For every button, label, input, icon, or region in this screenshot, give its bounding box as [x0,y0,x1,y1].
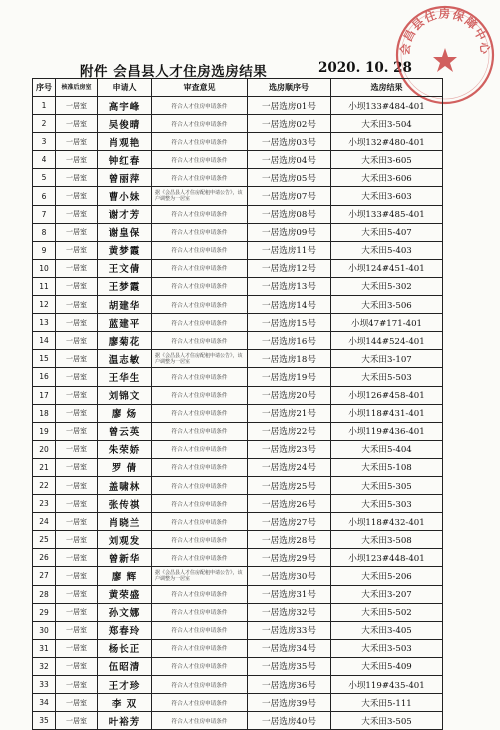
row-review-opinion: 符合人才住房申请条件 [152,314,248,332]
row-selection-result: 大禾田3-107 [331,350,443,368]
row-applicant-name: 孙文娜 [98,603,152,621]
table-row [33,115,443,133]
table-body [33,97,443,730]
table-row [33,495,443,513]
row-applicant-name: 李 双 [98,694,152,712]
row-review-opinion: 符合人才住房申请条件 [152,332,248,350]
row-applicant-name: 温志敏 [98,350,152,368]
row-room-type: 一居室 [56,115,98,133]
row-selection-order: 一居选房11号 [248,241,331,259]
row-index: 19 [33,422,56,440]
document-title: 附件 会昌县人才住房选房结果 [80,64,268,80]
row-applicant-name: 肖晓兰 [98,513,152,531]
table-row [33,205,443,223]
table-header-row [33,79,443,97]
document-date: 2020. 10. 28 [318,60,412,76]
row-selection-result: 小坝118#431-401 [331,404,443,422]
table-row [33,513,443,531]
row-room-type: 一居室 [56,133,98,151]
row-review-opinion: 符合人才住房申请条件 [152,694,248,712]
row-selection-result: 小坝47#171-401 [331,314,443,332]
row-index: 21 [33,458,56,476]
col-header-room-type: 核准后房室 [56,79,98,97]
row-selection-order: 一居选房12号 [248,259,331,277]
table-row [33,386,443,404]
row-review-opinion: 符合人才住房申请条件 [152,422,248,440]
row-room-type: 一居室 [56,495,98,513]
row-review-opinion: 符合人才住房申请条件 [152,97,248,115]
row-selection-order: 一居选房14号 [248,296,331,314]
table-row [33,549,443,567]
row-selection-result: 大禾田5-206 [331,567,443,585]
row-review-opinion: 符合人才住房申请条件 [152,241,248,259]
row-index: 32 [33,657,56,675]
row-room-type: 一居室 [56,368,98,386]
row-applicant-name: 蓝建平 [98,314,152,332]
table-row [33,585,443,603]
row-selection-order: 一居选房30号 [248,567,331,585]
row-selection-order: 一居选房28号 [248,531,331,549]
row-room-type: 一居室 [56,350,98,368]
row-index: 30 [33,621,56,639]
row-selection-order: 一居选房20号 [248,386,331,404]
row-selection-result: 大禾田3-505 [331,712,443,730]
table-row [33,296,443,314]
row-selection-order: 一居选房08号 [248,205,331,223]
row-applicant-name: 罗 倩 [98,458,152,476]
row-room-type: 一居室 [56,332,98,350]
row-review-opinion: 符合人才住房申请条件 [152,223,248,241]
row-applicant-name: 郑春玲 [98,621,152,639]
table-row [33,621,443,639]
row-applicant-name: 盖啸林 [98,476,152,494]
row-applicant-name: 刘锦文 [98,386,152,404]
row-selection-order: 一居选房40号 [248,712,331,730]
col-header-index: 序号 [33,79,56,97]
row-selection-order: 一居选房07号 [248,187,331,205]
row-selection-order: 一居选房19号 [248,368,331,386]
row-selection-order: 一居选房24号 [248,458,331,476]
row-review-opinion: 符合人才住房申请条件 [152,585,248,603]
row-selection-result: 大禾田3-503 [331,639,443,657]
row-applicant-name: 谢皇保 [98,223,152,241]
row-review-opinion: 符合人才住房申请条件 [152,621,248,639]
row-selection-result: 小坝124#451-401 [331,259,443,277]
table-row [33,350,443,368]
row-applicant-name: 曾新华 [98,549,152,567]
row-index: 13 [33,314,56,332]
row-room-type: 一居室 [56,694,98,712]
row-review-opinion: 符合人才住房申请条件 [152,296,248,314]
row-selection-order: 一居选房22号 [248,422,331,440]
row-review-opinion: 符合人才住房申请条件 [152,133,248,151]
row-review-opinion: 符合人才住房申请条件 [152,513,248,531]
row-room-type: 一居室 [56,187,98,205]
table-row [33,277,443,295]
row-applicant-name: 谢才芳 [98,205,152,223]
row-selection-result: 小坝126#458-401 [331,386,443,404]
row-applicant-name: 王华生 [98,368,152,386]
row-selection-order: 一居选房21号 [248,404,331,422]
row-selection-result: 大禾田5-407 [331,223,443,241]
row-room-type: 一居室 [56,676,98,694]
row-room-type: 一居室 [56,314,98,332]
table-row [33,133,443,151]
row-applicant-name: 王梦霞 [98,277,152,295]
row-selection-result: 大禾田3-508 [331,531,443,549]
row-room-type: 一居室 [56,476,98,494]
row-index: 4 [33,151,56,169]
row-index: 29 [33,603,56,621]
table-row [33,603,443,621]
row-index: 20 [33,440,56,458]
table-row [33,639,443,657]
row-selection-order: 一居选房02号 [248,115,331,133]
row-room-type: 一居室 [56,440,98,458]
row-room-type: 一居室 [56,277,98,295]
row-room-type: 一居室 [56,422,98,440]
row-index: 3 [33,133,56,151]
row-index: 17 [33,386,56,404]
row-review-opinion: 符合人才住房申请条件 [152,603,248,621]
row-applicant-name: 曾丽萍 [98,169,152,187]
row-selection-order: 一居选房03号 [248,133,331,151]
row-applicant-name: 吴俊晴 [98,115,152,133]
row-room-type: 一居室 [56,169,98,187]
row-selection-result: 大禾田5-305 [331,476,443,494]
table-row [33,531,443,549]
row-applicant-name: 张传祺 [98,495,152,513]
table-row [33,169,443,187]
housing-selection-table [32,78,443,730]
row-selection-order: 一居选房23号 [248,440,331,458]
table-row [33,676,443,694]
row-review-opinion: 符合人才住房申请条件 [152,639,248,657]
row-selection-order: 一居选房29号 [248,549,331,567]
row-selection-result: 大禾田3-405 [331,621,443,639]
row-index: 11 [33,277,56,295]
row-index: 25 [33,531,56,549]
row-applicant-name: 曹小妹 [98,187,152,205]
row-selection-order: 一居选房31号 [248,585,331,603]
row-selection-order: 一居选房36号 [248,676,331,694]
row-selection-order: 一居选房18号 [248,350,331,368]
table-row [33,567,443,585]
row-index: 12 [33,296,56,314]
row-review-opinion: 符合人才住房申请条件 [152,476,248,494]
row-review-opinion: 符合人才住房申请条件 [152,657,248,675]
row-index: 14 [33,332,56,350]
row-index: 18 [33,404,56,422]
row-applicant-name: 叶裕芳 [98,712,152,730]
row-selection-order: 一居选房16号 [248,332,331,350]
row-index: 28 [33,585,56,603]
col-header-result: 选房结果 [331,79,443,97]
row-selection-result: 大禾田5-303 [331,495,443,513]
row-applicant-name: 肖观艳 [98,133,152,151]
row-review-opinion: 符合人才住房申请条件 [152,440,248,458]
col-header-applicant: 申请人 [98,79,152,97]
row-room-type: 一居室 [56,296,98,314]
table-row [33,314,443,332]
row-selection-order: 一居选房01号 [248,97,331,115]
row-selection-order: 一居选房05号 [248,169,331,187]
row-room-type: 一居室 [56,386,98,404]
row-room-type: 一居室 [56,639,98,657]
row-selection-result: 大禾田3-606 [331,169,443,187]
table-row [33,476,443,494]
row-selection-result: 大禾田5-111 [331,694,443,712]
row-index: 35 [33,712,56,730]
col-header-order: 选房顺序号 [248,79,331,97]
row-applicant-name: 伍昭清 [98,657,152,675]
row-applicant-name: 黄梦霞 [98,241,152,259]
row-index: 6 [33,187,56,205]
row-selection-result: 小坝119#435-401 [331,676,443,694]
table-row [33,404,443,422]
row-room-type: 一居室 [56,151,98,169]
row-applicant-name: 黄荣盛 [98,585,152,603]
row-selection-result: 小坝118#432-401 [331,513,443,531]
svg-text:会昌县住房保障中心: 会昌县住房保障中心 [397,6,493,57]
row-room-type: 一居室 [56,223,98,241]
row-applicant-name: 高宇峰 [98,97,152,115]
row-applicant-name: 刘观发 [98,531,152,549]
table-row [33,332,443,350]
row-review-opinion: 符合人才住房申请条件 [152,368,248,386]
row-selection-result: 小坝132#480-401 [331,133,443,151]
row-index: 27 [33,567,56,585]
row-selection-order: 一居选房04号 [248,151,331,169]
table-row [33,440,443,458]
table-row [33,223,443,241]
row-index: 16 [33,368,56,386]
row-selection-order: 一居选房09号 [248,223,331,241]
row-room-type: 一居室 [56,404,98,422]
row-index: 23 [33,495,56,513]
row-selection-result: 大禾田3-504 [331,115,443,133]
row-room-type: 一居室 [56,97,98,115]
table-row [33,422,443,440]
row-selection-result: 大禾田3-603 [331,187,443,205]
table-row [33,259,443,277]
row-selection-order: 一居选房32号 [248,603,331,621]
row-applicant-name: 王才珍 [98,676,152,694]
table-row [33,187,443,205]
row-review-opinion: 符合人才住房申请条件 [152,549,248,567]
row-selection-result: 小坝119#436-401 [331,422,443,440]
row-applicant-name: 王文倩 [98,259,152,277]
row-index: 9 [33,241,56,259]
row-room-type: 一居室 [56,531,98,549]
row-selection-order: 一居选房15号 [248,314,331,332]
row-applicant-name: 廖 辉 [98,567,152,585]
table-row [33,694,443,712]
row-room-type: 一居室 [56,241,98,259]
row-room-type: 一居室 [56,621,98,639]
row-selection-result: 大禾田3-605 [331,151,443,169]
row-selection-order: 一居选房34号 [248,639,331,657]
row-selection-result: 小坝133#485-401 [331,205,443,223]
row-selection-result: 大禾田5-503 [331,368,443,386]
table-row [33,241,443,259]
row-room-type: 一居室 [56,513,98,531]
table-row [33,97,443,115]
row-selection-order: 一居选房13号 [248,277,331,295]
row-selection-result: 大禾田5-404 [331,440,443,458]
row-selection-result: 小坝144#524-401 [331,332,443,350]
row-room-type: 一居室 [56,712,98,730]
row-applicant-name: 曾云英 [98,422,152,440]
row-index: 5 [33,169,56,187]
row-selection-result: 大禾田5-502 [331,603,443,621]
row-review-opinion: 符合人才住房申请条件 [152,115,248,133]
table-row [33,151,443,169]
row-index: 7 [33,205,56,223]
row-index: 22 [33,476,56,494]
row-room-type: 一居室 [56,657,98,675]
row-review-opinion: 符合人才住房申请条件 [152,205,248,223]
row-index: 8 [33,223,56,241]
table-row [33,712,443,730]
row-index: 2 [33,115,56,133]
row-selection-result: 大禾田3-207 [331,585,443,603]
row-selection-order: 一居选房27号 [248,513,331,531]
row-room-type: 一居室 [56,603,98,621]
row-review-opinion: 据《会昌县人才住房配租申请公告》，该户调整为一居室 [152,350,248,368]
row-review-opinion: 符合人才住房申请条件 [152,259,248,277]
row-room-type: 一居室 [56,458,98,476]
row-index: 10 [33,259,56,277]
row-selection-result: 大禾田3-506 [331,296,443,314]
row-review-opinion: 符合人才住房申请条件 [152,404,248,422]
row-room-type: 一居室 [56,259,98,277]
row-selection-order: 一居选房25号 [248,476,331,494]
row-selection-result: 大禾田5-403 [331,241,443,259]
row-applicant-name: 胡建华 [98,296,152,314]
row-index: 26 [33,549,56,567]
row-applicant-name: 钟红春 [98,151,152,169]
row-selection-order: 一居选房39号 [248,694,331,712]
row-review-opinion: 据《会昌县人才住房配租申请公告》，该户调整为一居室 [152,567,248,585]
row-review-opinion: 符合人才住房申请条件 [152,169,248,187]
row-review-opinion: 符合人才住房申请条件 [152,151,248,169]
row-index: 31 [33,639,56,657]
row-review-opinion: 符合人才住房申请条件 [152,676,248,694]
row-selection-result: 大禾田5-108 [331,458,443,476]
row-index: 34 [33,694,56,712]
row-selection-result: 大禾田5-409 [331,657,443,675]
col-header-opinion: 审查意见 [152,79,248,97]
row-applicant-name: 廖 炀 [98,404,152,422]
row-index: 33 [33,676,56,694]
row-room-type: 一居室 [56,549,98,567]
row-index: 24 [33,513,56,531]
row-selection-order: 一居选房26号 [248,495,331,513]
row-room-type: 一居室 [56,567,98,585]
row-selection-result: 小坝123#448-401 [331,549,443,567]
row-review-opinion: 符合人才住房申请条件 [152,458,248,476]
row-selection-order: 一居选房35号 [248,657,331,675]
table-row [33,368,443,386]
row-review-opinion: 符合人才住房申请条件 [152,531,248,549]
row-review-opinion: 符合人才住房申请条件 [152,495,248,513]
row-selection-result: 小坝133#484-401 [331,97,443,115]
row-index: 15 [33,350,56,368]
row-index: 1 [33,97,56,115]
row-review-opinion: 据《会昌县人才住房配租申请公告》，该户调整为一居室 [152,187,248,205]
row-selection-order: 一居选房33号 [248,621,331,639]
row-room-type: 一居室 [56,205,98,223]
row-review-opinion: 符合人才住房申请条件 [152,712,248,730]
row-room-type: 一居室 [56,585,98,603]
row-applicant-name: 朱荣娇 [98,440,152,458]
row-review-opinion: 符合人才住房申请条件 [152,386,248,404]
table-row [33,458,443,476]
table-row [33,657,443,675]
row-applicant-name: 廖菊花 [98,332,152,350]
row-applicant-name: 杨长正 [98,639,152,657]
row-review-opinion: 符合人才住房申请条件 [152,277,248,295]
row-selection-result: 大禾田5-302 [331,277,443,295]
